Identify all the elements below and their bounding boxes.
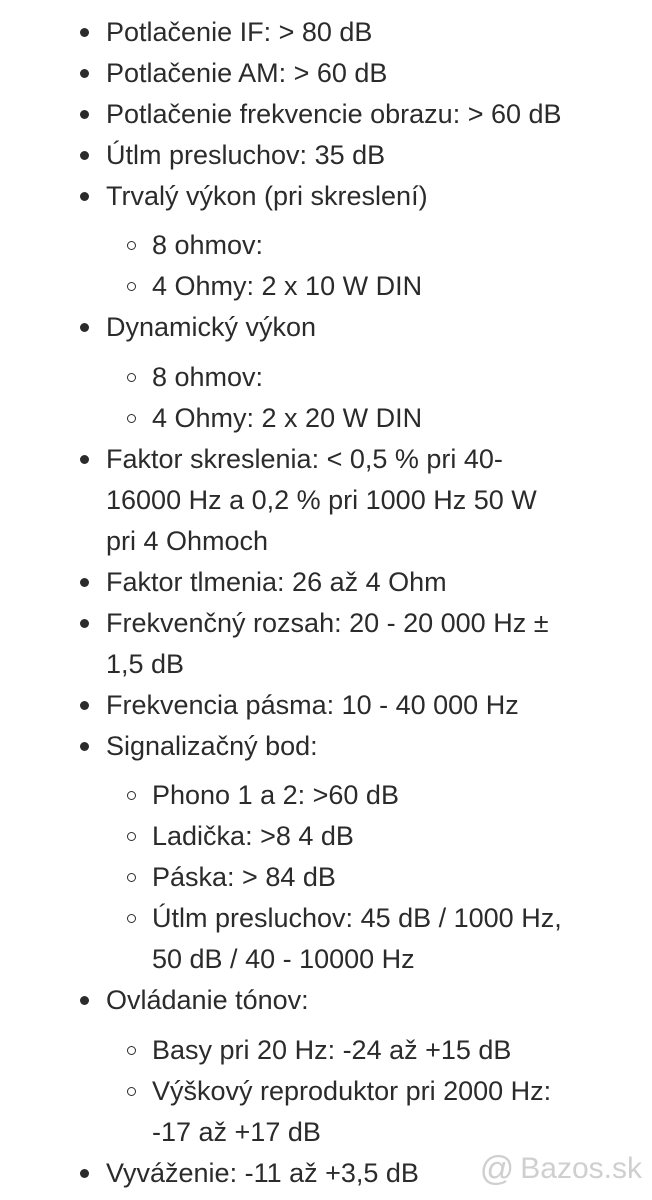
circle-bullet-icon [127, 1087, 136, 1096]
list-item-continuation: pri 4 Ohmoch [106, 526, 269, 556]
bullet-icon [80, 110, 89, 119]
bullet-icon [80, 323, 89, 332]
list-item: Signalizačný bod: [106, 731, 318, 761]
list-item: Frekvenčný rozsah: 20 - 20 000 Hz ± [106, 608, 549, 638]
bullet-icon [80, 192, 89, 201]
bullet-icon [80, 578, 89, 587]
list-item-continuation: 1,5 dB [106, 649, 185, 679]
bullet-icon [80, 996, 89, 1005]
sub-list-item: Phono 1 a 2: >60 dB [152, 780, 399, 810]
list-item: Faktor skreslenia: < 0,5 % pri 40- [106, 444, 503, 474]
circle-bullet-icon [127, 414, 136, 423]
list-item: Faktor tlmenia: 26 až 4 Ohm [106, 567, 447, 597]
circle-bullet-icon [127, 282, 136, 291]
circle-bullet-icon [127, 1046, 136, 1055]
sub-list-item: Ladička: >8 4 dB [152, 821, 354, 851]
sub-list-item: Útlm presluchov: 45 dB / 1000 Hz, [152, 903, 562, 933]
bullet-icon [80, 151, 89, 160]
circle-bullet-icon [127, 914, 136, 923]
circle-bullet-icon [127, 373, 136, 382]
sub-list-item: 8 ohmov: [152, 230, 264, 260]
bullet-icon [80, 619, 89, 628]
list-item: Potlačenie IF: > 80 dB [106, 17, 373, 47]
list-item: Potlačenie frekvencie obrazu: > 60 dB [106, 99, 562, 129]
list-item: Ovládanie tónov: [106, 985, 309, 1015]
sub-list-item: 8 ohmov: [152, 362, 264, 392]
circle-bullet-icon [127, 832, 136, 841]
list-item: Potlačenie AM: > 60 dB [106, 58, 388, 88]
sub-list-item-continuation: -17 až +17 dB [152, 1117, 321, 1147]
list-item: Frekvencia pásma: 10 - 40 000 Hz [106, 690, 519, 720]
sub-list-item-continuation: 50 dB / 40 - 10000 Hz [152, 944, 415, 974]
circle-bullet-icon [127, 241, 136, 250]
sub-list-item: Výškový reproduktor pri 2000 Hz: [152, 1076, 552, 1106]
bazos-watermark [480, 1148, 642, 1190]
circle-bullet-icon [127, 791, 136, 800]
list-item: Útlm presluchov: 35 dB [106, 140, 386, 170]
bullet-icon [80, 28, 89, 37]
bullet-icon [80, 701, 89, 710]
list-item: Vyváženie: -11 až +3,5 dB [106, 1158, 419, 1188]
bullet-icon [80, 1169, 89, 1178]
list-item: Trvalý výkon (pri skreslení) [106, 181, 428, 211]
list-item: Dynamický výkon [106, 312, 317, 342]
sub-list-item: 4 Ohmy: 2 x 10 W DIN [152, 271, 423, 301]
at-sign-icon: @ [479, 1150, 515, 1188]
bullet-icon [80, 455, 89, 464]
sub-list-item: Páska: > 84 dB [152, 862, 336, 892]
watermark-text: Bazos.sk [520, 1152, 642, 1185]
list-item-continuation: 16000 Hz a 0,2 % pri 1000 Hz 50 W [106, 485, 537, 515]
circle-bullet-icon [127, 873, 136, 882]
bullet-icon [80, 742, 89, 751]
bullet-icon [80, 69, 89, 78]
sub-list-item: Basy pri 20 Hz: -24 až +15 dB [152, 1035, 512, 1065]
sub-list-item: 4 Ohmy: 2 x 20 W DIN [152, 403, 423, 433]
